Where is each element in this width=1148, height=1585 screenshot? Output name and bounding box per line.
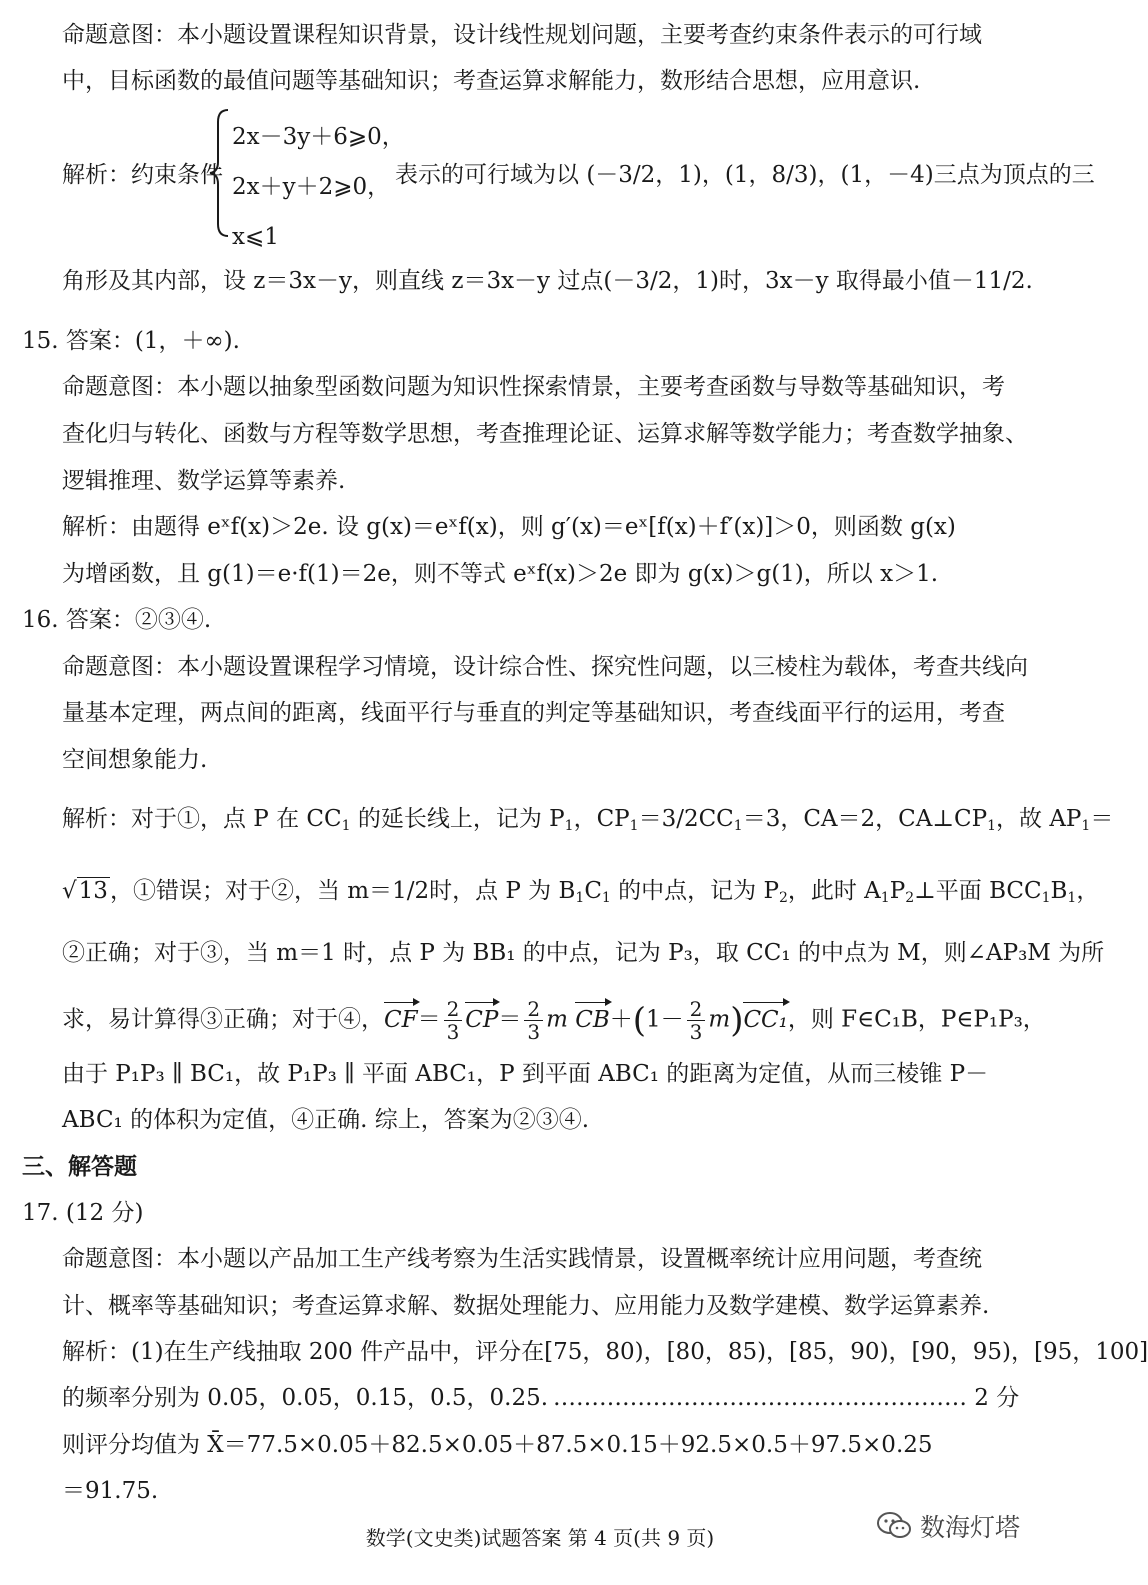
vertex-2: (1，8/3)	[724, 162, 818, 188]
vector-cp: CP	[465, 1006, 499, 1033]
p14-intent-line-2: 中，目标函数的最值问题等基础知识；考查运算求解能力，数形结合思想，应用意识.	[62, 68, 921, 94]
constraint-system	[232, 112, 405, 262]
vector-cb: CB	[575, 1006, 610, 1033]
p16-intent-line-2: 量基本定理，两点间的距离，线面平行与垂直的判定等基础知识，考查线面平行的运用，考查	[62, 700, 1005, 726]
p17-solution-line-3: 则评分均值为 X̄＝77.5×0.05＋82.5×0.05＋87.5×0.15＋92.5×0.5＋97.5×0.25	[62, 1432, 933, 1458]
left-brace-icon	[208, 108, 232, 238]
p14-intent-line-1: 命题意图：本小题设置课程知识背景，设计线性规划问题，主要考查约束条件表示的可行域	[62, 22, 982, 48]
p15-intent-line-3: 逻辑推理、数学运算等素养.	[62, 468, 346, 494]
p14-solution-line-2: 角形及其内部，设 z＝3x－y，则直线 z＝3x－y 过点(－3/2，1)时，3x－y 取得最小值－11/2.	[62, 268, 1033, 294]
p16-solution-line-6: ABC₁ 的体积为定值，④正确. 综上，答案为②③④.	[62, 1107, 590, 1133]
p16-solution-line-1: 解析：对于①，点 P 在 $CC_1$ 的延长线上，记为 $P_1$，$CP_1=3/2CC_1=3$，CA＝2，$CA\perp CP_1$，故 $AP_1=$	[62, 806, 1114, 834]
p15-solution-line-1: 解析：由题得 eˣf(x)＞2e. 设 g(x)＝eˣf(x)，则 g′(x)＝eˣ[f(x)＋f′(x)]＞0，则函数 g(x)	[62, 514, 956, 540]
min-point: (－3/2，1)	[603, 268, 719, 294]
section-heading: 三、解答题	[22, 1154, 137, 1180]
p17-header: 17. (12 分)	[22, 1200, 144, 1226]
p16-solution-line-5: 由于 P₁P₃ ∥ BC₁，故 P₁P₃ ∥ 平面 ABC₁，P 到平面 ABC₁ 的距离为定值，从而三棱锥 P－	[62, 1061, 989, 1087]
p17-solution-line-1: 解析：(1)在生产线抽取 200 件产品中，评分在[75，80)，[80，85)，[85，90)，[90，95)，[95，100]	[62, 1339, 1148, 1365]
p14-solution-label: 解析：约束条件	[62, 162, 223, 188]
p15-intent-line-1: 命题意图：本小题以抽象型函数问题为知识性探索情景，主要考查函数与导数等基础知识，考	[62, 374, 1005, 400]
p16-solution-line-4: 求，易计算得③正确；对于④，CF＝ $\frac{2}{3}$ CP＝ $\frac{2}{3}$ m CB＋(1－ $\frac{2}{3}$ m)CC₁，则 F∈C₁B，P∈P₁P₃，	[62, 997, 1046, 1044]
wechat-icon	[876, 1510, 912, 1542]
p16-answer: 16. 答案：②③④.	[22, 607, 212, 633]
sqrt-13: 13	[78, 878, 108, 904]
fraction-3-2: 3/2	[661, 806, 699, 832]
fraction-1-2: 1/2	[392, 878, 430, 904]
score-marker: ……………………………………………… 2 分	[553, 1385, 1020, 1411]
vector-cc1: CC₁	[743, 1006, 788, 1033]
page-footer: 数学(文史类)试题答案 第 4 页(共 9 页)	[365, 1526, 715, 1550]
p14-solution-line-1: 表示的可行域为以 (－3/2，1)，(1，8/3)，(1，－4)三点为顶点的三	[395, 162, 1095, 188]
p15-answer: 15. 答案：(1，＋∞).	[22, 328, 240, 354]
constraint-3: x⩽1	[232, 224, 279, 250]
p17-intent-line-2: 计、概率等基础知识；考查运算求解、数据处理能力、应用能力及数学建模、数学运算素养.	[62, 1293, 990, 1319]
p16-intent-line-3: 空间想象能力.	[62, 747, 208, 773]
min-value: －11/2.	[950, 268, 1033, 294]
constraint-2: 2x＋y＋2⩾0，	[232, 174, 391, 200]
constraint-1: 2x－3y＋6⩾0，	[232, 124, 405, 150]
p15-intent-line-2: 查化归与转化、函数与方程等数学思想，考查推理论证、运算求解等数学能力；考查数学抽象、	[62, 421, 1028, 447]
p17-intent-line-1: 命题意图：本小题以产品加工生产线考察为生活实践情景，设置概率统计应用问题，考查统	[62, 1246, 982, 1272]
p16-intent-line-1: 命题意图：本小题设置课程学习情境，设计综合性、探究性问题，以三棱柱为载体，考查共线向	[62, 654, 1028, 680]
watermark-text: 数海灯塔	[920, 1513, 1021, 1542]
p15-solution-line-2: 为增函数，且 g(1)＝e·f(1)＝2e，则不等式 eˣf(x)＞2e 即为 g(x)＞g(1)，所以 x＞1.	[62, 561, 939, 587]
watermark-logo	[876, 1508, 1020, 1544]
vertex-1: (－3/2，1)	[586, 162, 702, 188]
p16-solution-line-3: ②正确；对于③，当 m＝1 时，点 P 为 BB₁ 的中点，记为 P₃，取 CC₁ 的中点为 M，则∠AP₃M 为所	[62, 940, 1105, 966]
p16-solution-line-2: √13，①错误；对于②，当 m＝1/2时，点 P 为 $B_1C_1$ 的中点，记为 $P_2$，此时 $A_1P_2\perp$平面 $BCC_1B_1$，	[62, 878, 1100, 906]
p17-solution-line-2: 的频率分别为 0.05，0.05，0.15，0.5，0.25.	[62, 1385, 549, 1411]
p17-solution-line-4: ＝91.75.	[62, 1478, 159, 1504]
vector-cf: CF	[384, 1006, 418, 1033]
